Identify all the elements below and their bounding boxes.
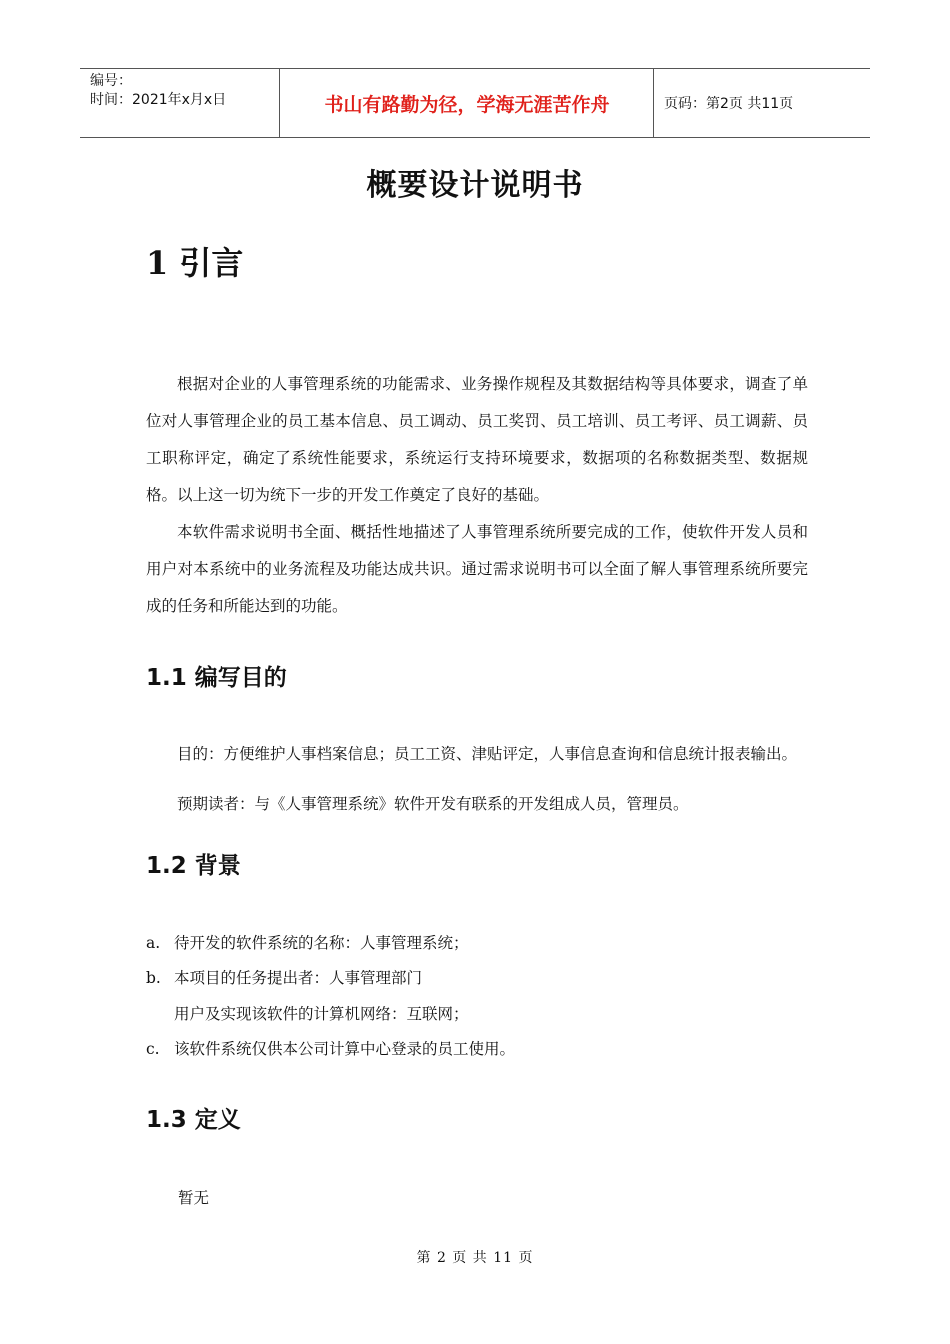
background-item-c: [146, 1037, 515, 1059]
section-1-2-heading: 1.2 背景: [146, 853, 241, 879]
section-1-paragraph-1: 根据对企业的人事管理系统的功能需求、业务操作规程及其数据结构等具体要求，调查了单位对人事管理企业的员工基本信息、员工调动、员工奖罚、员工培训、员工考评、员工调薪、员工职称评定，确定了系统性能要求，系统运行支持环境要求，数据项的名称数据类型、数据规格。以上这一切为统下一步的开发工作奠定了良好的基础。: [146, 375, 808, 504]
page-footer: 第 2 页 共 11 页: [416, 1250, 534, 1266]
document-title: 概要设计说明书: [366, 168, 584, 203]
header-page-code: 页码：第2页 共11页: [664, 96, 794, 112]
list-marker: c.: [146, 1040, 160, 1058]
section-1-1-purpose: 目的：方便维护人事档案信息；员工工资、津贴评定，人事信息查询和信息统计报表输出。: [177, 745, 798, 763]
list-item-text: 该软件系统仅供本公司计算中心登录的员工使用。: [174, 1040, 516, 1058]
section-1-heading: 1 引言: [146, 244, 244, 282]
background-item-a: [146, 931, 469, 953]
background-item-b-continued: [146, 1002, 469, 1024]
page-header: [80, 68, 870, 138]
section-1-3-text: 暂无: [178, 1189, 210, 1207]
list-item-text: 待开发的软件系统的名称：人事管理系统；: [174, 934, 469, 952]
list-item-text: 本项目的任务提出者：人事管理部门: [174, 969, 423, 987]
document-time-label: 时间：2021年x月x日: [90, 92, 227, 108]
header-motto: 书山有路勤为径，学海无涯苦作舟: [281, 69, 654, 137]
header-meta: [80, 69, 280, 137]
section-1-1-readers: 预期读者：与《人事管理系统》软件开发有联系的开发组成人员，管理员。: [177, 795, 689, 813]
section-1-1-heading: 1.1 编写目的: [146, 665, 287, 691]
list-item-text: 用户及实现该软件的计算机网络：互联网；: [174, 1005, 469, 1023]
list-marker: a.: [146, 934, 161, 952]
list-marker: b.: [146, 969, 161, 987]
section-1-paragraph-2: 本软件需求说明书全面、概括性地描述了人事管理系统所要完成的工作，使软件开发人员和用户对本系统中的业务流程及功能达成共识。通过需求说明书可以全面了解人事管理系统所要完成的任务和所能达到的功能。: [146, 523, 808, 615]
section-1-3-heading: 1.3 定义: [146, 1107, 241, 1133]
document-number-label: 编号：: [90, 73, 132, 89]
background-item-b: [146, 966, 422, 988]
